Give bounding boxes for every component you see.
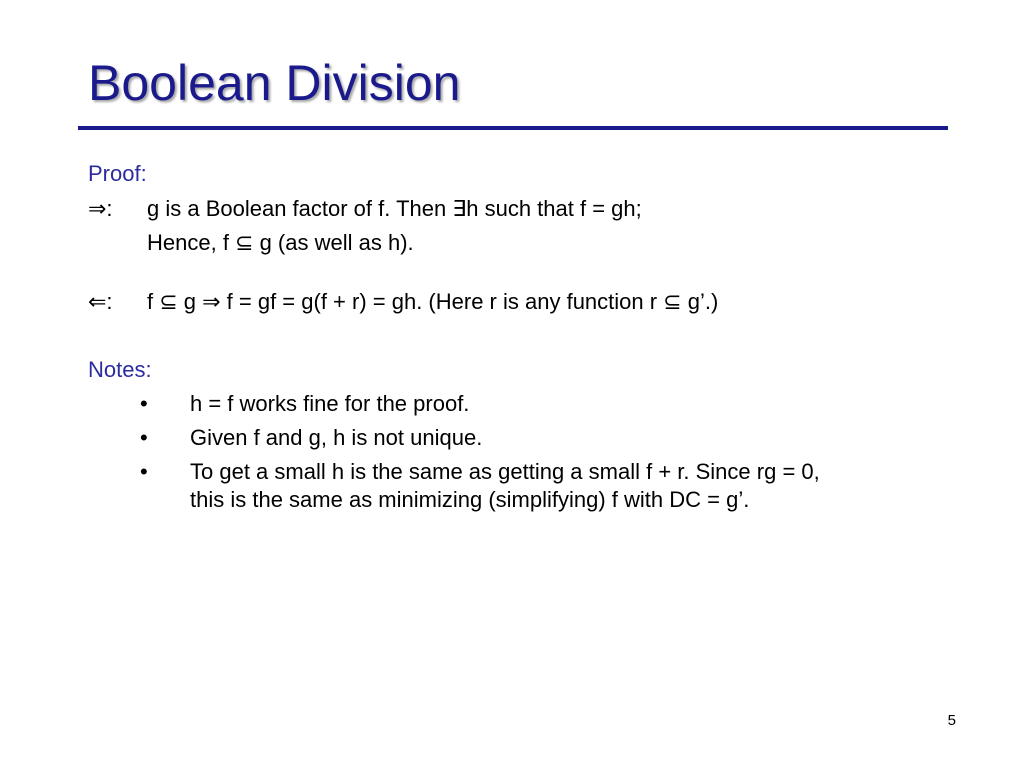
forward-line-2: Hence, f ⊆ g (as well as h).	[147, 230, 414, 255]
page-number: 5	[947, 712, 956, 729]
notes-label: Notes:	[88, 357, 152, 382]
note-text: Given f and g, h is not unique.	[190, 425, 483, 450]
note-text: To get a small h is the same as getting a small f + r. Since rg = 0,	[190, 459, 820, 484]
note-bullet: •	[140, 425, 148, 450]
title-underline	[78, 126, 948, 130]
forward-line-1: g is a Boolean factor of f. Then ∃h such that f = gh;	[147, 196, 642, 221]
note-bullet: •	[140, 391, 148, 416]
note-bullet: •	[140, 459, 148, 484]
implies-symbol: ⇒:	[88, 196, 113, 221]
note-text: h = f works fine for the proof.	[190, 391, 470, 416]
implied-by-symbol: ⇐:	[88, 289, 113, 314]
slide-title: Boolean Division	[88, 55, 461, 111]
backward-line-1: f ⊆ g ⇒ f = gf = g(f + r) = gh. (Here r is any function r ⊆ g’.)	[147, 289, 719, 314]
proof-label: Proof:	[88, 161, 147, 186]
note-text-continued: this is the same as minimizing (simplifying) f with DC = g’.	[190, 487, 750, 512]
